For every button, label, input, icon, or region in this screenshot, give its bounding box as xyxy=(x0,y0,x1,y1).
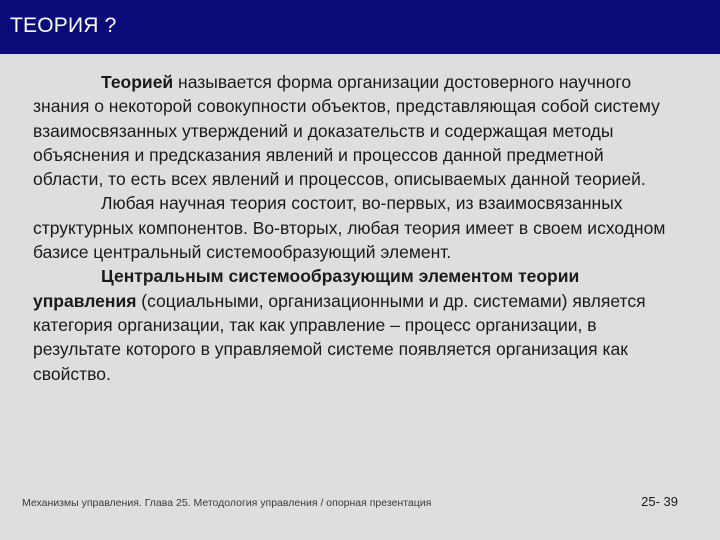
page-number: 25- 39 xyxy=(641,494,678,509)
term-theory: Теорией xyxy=(101,72,174,92)
header-bar xyxy=(0,0,720,54)
footer-caption: Механизмы управления. Глава 25. Методология управления / опорная презентация xyxy=(22,497,432,509)
theory-structure-text: Любая научная теория состоит, во-первых, из взаимосвязанных структурных компонентов. Во-вторых, любая теория имеет в своем исходном базисе центральный системообразующий элемент. xyxy=(33,193,666,263)
central-element-text: (социальными, организационными и др. системами) является категория организации, так как управление – процесс организации, в результате которого в управляемой системе появляется организация как свойство. xyxy=(33,290,646,384)
slide-body xyxy=(33,70,673,386)
paragraph-theory-structure xyxy=(33,191,673,264)
term-central-element: Центральным системообразующим элементом теории управления xyxy=(33,266,580,311)
slide-title: ТЕОРИЯ ? xyxy=(10,14,117,37)
theory-definition-text: называется форма организации достоверного научного знания о некоторой совокупности объектов, представляющая собой систему взаимосвязанных утверждений и доказательств и содержащая методы объяснения и предсказания явлений и процессов данной предметной области, то есть всех явлений и процессов, описываемых данной теорией. xyxy=(33,72,660,190)
paragraph-central-element xyxy=(33,264,673,385)
paragraph-theory-definition xyxy=(33,70,673,191)
